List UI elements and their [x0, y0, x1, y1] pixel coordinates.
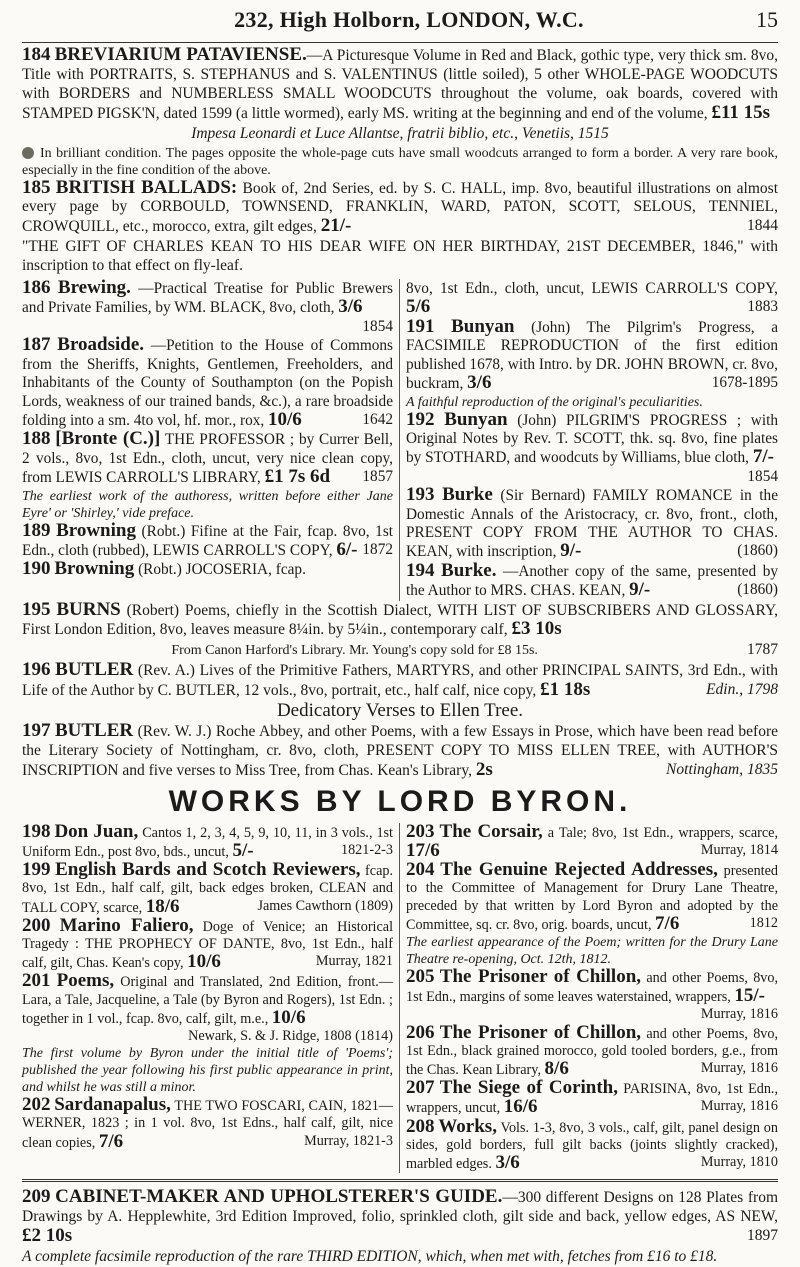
- entry-195: 195 BURNS (Robert) Poems, chiefly in the Scottish Dialect, WITH LIST OF SUBSCRIBERS AND GLOSSARY, First London Edition, 8vo, leaves measure 8¼in. by 5¼in., contemporary calf, £3 10s: [22, 598, 779, 640]
- entry-price: 5/6: [406, 296, 431, 318]
- entry-price: 3/6: [338, 296, 363, 318]
- entry-year: Murray, 1816: [700, 1059, 778, 1076]
- entry-year: Newark, S. & J. Ridge, 1808 (1814): [188, 1027, 393, 1044]
- entry-no: 198: [22, 820, 51, 842]
- entry-title: The Genuine Rejected Addresses,: [440, 859, 718, 881]
- catalogue-entry: [406, 965, 779, 1024]
- entry-text: Vols. 1-3, 8vo, 3 vols., calf, gilt, panel design on sides, gold borders, full gilt backs (joints slightly cracked), marbled edges.: [406, 1119, 778, 1172]
- entry-184-note: In brilliant condition. The pages opposite the whole-page cuts have small woodcuts arranged to form a border. A very rare book, especially in the fine condition of the above.: [22, 145, 778, 178]
- entry-209-note: A complete facsimile reproduction of the rare THIRD EDITION, which, when met with, fetches from £16 to £18.: [22, 1247, 718, 1265]
- entry-year: Murray, 1816: [700, 1098, 778, 1115]
- entry-year: (1860): [737, 542, 778, 560]
- entry-price: 10/6: [268, 408, 302, 430]
- entry-no: 205: [406, 965, 435, 987]
- entry-no: 186: [22, 277, 51, 299]
- entry-title: Brewing.: [57, 277, 131, 299]
- entry-title: Works,: [438, 1115, 497, 1137]
- entry-no: 193: [406, 484, 435, 506]
- entry-year: Murray, 1821: [315, 953, 393, 970]
- entry-title: The Siege of Corinth,: [439, 1077, 618, 1099]
- entry-text: THE PROFESSOR ; by Currer Bell, 2 vols., 8vo, 1st Edn., cloth, uncut, very nice clean copy, from LEWIS CARROLL'S LIBRARY,: [22, 431, 393, 487]
- entry-text: —Practical Treatise for Public Brewers and Private Families, by WM. BLACK, 8vo, cloth,: [22, 280, 393, 317]
- catalogue-entry: [406, 559, 779, 601]
- entry-209: 209 CABINET-MAKER AND UPHOLSTERER'S GUIDE.—300 different Designs on 128 Plates from Drawings by A. Hepplewhite, 3rd Edition Improved, folio, sprinkled cloth, gilt side and back, yellow edges, AS NEW, £2 10s 1897: [22, 1186, 778, 1246]
- page-header: [22, 6, 778, 34]
- catalogue-entry: [22, 972, 393, 1045]
- entry-text: Original and Translated, 2nd Edition, front.—Lara, a Tale, Jacqueline, a Tale (by Byron and Rogers), 1st Edn. ; together in 1 vol., fcap. 8vo, calf, gilt, m.e.,: [22, 974, 394, 1027]
- catalogue-entry: [22, 861, 393, 917]
- entry-title: Browning: [56, 519, 136, 541]
- entry-184: 184 BREVIARIUM PATAVIENSE.—A Picturesque Volume in Red and Black, gothic type, very thick sm. 8vo, Title with PORTRAITS, S. STEPHANUS and S. VALENTINUS (little soiled), 5 other WHOLE-PAGE WOODCUTS with BORDERS and NUMBERLESS SMALL WOODCUTS throughout the volume, oak boards, covered with STAMPED PIGSK'N, dated 1599 (a little wormed), early MS. writing at the beginning and end of the volume, £11 15s: [22, 44, 779, 123]
- entry-no: 207: [406, 1077, 435, 1099]
- entry-title: The Corsair,: [439, 820, 543, 842]
- entry-year: 1642: [362, 410, 393, 428]
- entry-text: Doge of Venice; an Historical Tragedy : THE PROPHECY OF DANTE, 8vo, 1st Edn., half calf, gilt, Chas. Kean's copy,: [22, 918, 394, 972]
- entry-price: 9/-: [629, 579, 651, 601]
- entry-year: (1860): [737, 581, 778, 599]
- entry-year: Murray, 1814: [700, 841, 778, 858]
- entry-no: 187: [22, 334, 51, 356]
- catalogue-entry: [406, 486, 778, 562]
- catalogue-entry: [22, 336, 393, 430]
- entry-price: 9/-: [560, 540, 582, 562]
- catalogue-entry: [22, 560, 393, 579]
- entry-title: Broadside.: [57, 334, 145, 356]
- byron-section-heading: WORKS BY LORD BYRON.: [168, 784, 632, 818]
- page-number: 15: [755, 7, 778, 32]
- entry-year: 1812: [749, 914, 778, 931]
- entry-text: presented to the Committee of Management for Drury Lane Theatre, preceded by that written by Lord Byron and adopted by the Committee, sq. cr. 8vo, orig. boards, uncut,: [406, 863, 779, 933]
- entry-title: Sardanapalus,: [54, 1094, 171, 1116]
- entry-price: 7/-: [752, 446, 774, 468]
- entry-title: [Bronte (C.)]: [55, 428, 161, 450]
- columns-186-194: [22, 279, 778, 601]
- entry-title: Don Juan,: [54, 820, 139, 842]
- catalogue-entry: [22, 430, 393, 487]
- right-column: [400, 279, 778, 601]
- entry-text: and other Poems, 8vo, 1st Edn., black grained morocco, gold tooled borders, g.e., from the Chas. Kean Library,: [406, 1025, 779, 1078]
- entry-195-note: From Canon Harford's Library. Mr. Young's copy sold for £8 15s. 1787: [171, 641, 778, 659]
- entry-title: Marino Faliero,: [59, 914, 194, 936]
- entry-text: —Petition to the House of Commons from the Sheriffs, Knights, Gentlemen, Freeholders, and Inhabitants of the County of Southampton (on the Popish Lords, weakness of our trained bands, &c.), a rare broadside folding into a sm. 4to vol, hf. mor., rox,: [22, 337, 394, 429]
- entry-year: 1821-2-3: [340, 841, 393, 858]
- entry-no: 191: [406, 315, 435, 337]
- entry-no: 202: [22, 1094, 51, 1116]
- entry-year: Murray, 1821-3: [304, 1132, 393, 1149]
- entry-text: PARISINA, 8vo, 1st Edn., wrappers, uncut,: [406, 1081, 779, 1117]
- catalogue-entry: [22, 279, 393, 336]
- entry-price: 18/6: [145, 895, 180, 917]
- entry-185: 185 BRITISH BALLADS: Book of, 2nd Series, ed. by S. C. HALL, imp. 8vo, beautiful illustrations on almost every page by CORBOULD, TOWNSEND, FRANKLIN, WARD, PATON, SCOTT, SELOUS, TENNIEL, CROWQUILL, etc., morocco, extra, gilt edges, 21/- 1844: [22, 176, 779, 237]
- entry-price: 10/6: [271, 1006, 306, 1028]
- entry-price: 5/-: [232, 839, 254, 861]
- catalogue-entry: [406, 1079, 778, 1117]
- catalogue-entry: [406, 820, 778, 861]
- entry-title: Browning: [54, 558, 135, 580]
- entry-text: THE TWO FOSCARI, CAIN, 1821— WERNER, 1823 ; in 1 vol. 8vo, 1st Edns., half calf, gilt, nice clean copies,: [22, 1098, 393, 1151]
- entry-196: 196 BUTLER (Rev. A.) Lives of the Primitive Fathers, MARTYRS, and other PRINCIPAL SAINTS, 3rd Edn., with Life of the Author by C. BUTLER, 12 vols., 8vo, portrait, etc., half calf, nice copy, £1 18s Edin., 1798: [22, 659, 778, 701]
- entry-price: 7/6: [98, 1130, 124, 1152]
- entry-price: 16/6: [503, 1096, 538, 1118]
- bullet-mark-icon: [22, 147, 34, 159]
- entry-text: 8vo, 1st Edn., cloth, uncut, LEWIS CARROLL'S COPY,: [406, 280, 778, 298]
- catalogue-entry: [406, 1115, 778, 1174]
- entry-text: fcap. 8vo, 1st Edn., half calf, gilt, back edges broken, CLEAN and TALL COPY, scarce,: [22, 863, 394, 916]
- entry-no: 189: [22, 519, 51, 541]
- entry-price: 7/6: [655, 912, 680, 934]
- entry-no: 194: [406, 559, 435, 581]
- entry-text: (Sir Bernard) FAMILY ROMANCE in the Domestic Annals of the Aristocracy, cr. 8vo, front., cloth, PRESENT COPY FROM THE AUTHOR TO CHAS. KEAN, with inscription,: [406, 487, 778, 561]
- entry-note: The earliest work of the authoress, written before either Jane Eyre' or 'Shirley,' vide preface.: [22, 488, 393, 521]
- entry-title: The Prisoner of Chillon,: [439, 965, 642, 987]
- entry-year: James Cawthorn (1809): [257, 897, 393, 914]
- entry-year: 1854: [747, 467, 778, 485]
- catalogue-entry: [22, 1096, 393, 1152]
- entry-title: Bunyan: [444, 408, 508, 430]
- entry-no: 188: [22, 428, 51, 450]
- entry-no: 206: [406, 1021, 435, 1043]
- entry-no: 201: [22, 970, 51, 992]
- entry-185-inscription: "THE GIFT OF CHARLES KEAN TO HIS DEAR WIFE ON HER BIRTHDAY, 21ST DECEMBER, 1846," with inscription to that effect on fly-leaf.: [22, 238, 778, 275]
- entry-text: and other Poems, 8vo, 1st Edn., margins of some leaves waterstained, wrappers,: [406, 969, 779, 1006]
- entry-title: Bunyan: [451, 315, 515, 337]
- entry-no: 203: [406, 820, 435, 842]
- entry-year: 1678-1895: [711, 374, 778, 392]
- entry-note: The first volume by Byron under the initial title of 'Poems'; published the year following his first public appearance in print, and whilst he was still a minor.: [22, 1046, 393, 1096]
- entry-price: 3/6: [467, 372, 492, 394]
- catalogue-entry: [406, 408, 779, 487]
- catalogue-entry: [406, 1021, 779, 1080]
- byron-columns: [22, 820, 779, 1173]
- catalogue-entry: [22, 820, 394, 861]
- entry-text: (John) PILGRIM'S PROGRESS ; with Original Notes by Rev. T. SCOTT, thk. sq. 8vo, fine plates by STOTHARD, and woodcuts by Williams, blue cloth,: [406, 411, 779, 467]
- entry-no: 200: [22, 914, 51, 936]
- entry-year: 1854: [362, 317, 393, 335]
- entry-price: 17/6: [406, 839, 440, 861]
- entry-note: The earliest appearance of the Poem; written for the Drury Lane Theatre re-opening, Oct. 12th, 1812.: [406, 934, 778, 967]
- entry-184-imprint: Impesa Leonardi et Luce Allantse, fratrii biblio, etc., Venetiis, 1515: [191, 124, 609, 142]
- entry-price: £1 7s 6d: [264, 466, 331, 488]
- catalogue-entry: [406, 861, 778, 934]
- byron-right-column: [400, 820, 779, 1173]
- entry-no: 192: [406, 408, 435, 430]
- byron-left-column: [22, 820, 400, 1173]
- entry-price: 6/-: [336, 538, 358, 560]
- entry-text: (Robt.) Fifine at the Fair, fcap. 8vo, 1st Edn., cloth (rubbed), LEWIS CARROLL'S COPY,: [22, 522, 394, 559]
- left-column: [22, 279, 400, 601]
- entry-text: Cantos 1, 2, 3, 4, 5, 9, 10, 11, in 3 vols., 1st Uniform Edn., post 8vo, bds., uncut,: [22, 824, 394, 860]
- entry-no: 199: [22, 859, 51, 881]
- dedicatory-heading: Dedicatory Verses to Ellen Tree.: [276, 700, 524, 722]
- catalogue-entry: [406, 315, 778, 394]
- entry-text: a Tale; 8vo, 1st Edn., wrappers, scarce,: [547, 824, 778, 841]
- entry-title: Burke: [442, 484, 493, 506]
- catalogue-entry: [22, 519, 394, 561]
- entry-title: The Prisoner of Chillon,: [439, 1021, 642, 1043]
- entry-year: 1857: [362, 468, 393, 486]
- entry-price: 8/6: [544, 1057, 569, 1079]
- entry-text: —Another copy of the same, presented by the Author to MRS. CHAS. KEAN,: [406, 562, 779, 600]
- entry-year: Murray, 1810: [700, 1153, 778, 1170]
- entry-year: Murray, 1816: [700, 1006, 778, 1023]
- header-rule: [22, 42, 778, 43]
- entry-price: 3/6: [495, 1151, 520, 1173]
- catalogue-entry: [22, 914, 394, 973]
- entry-title: Poems,: [56, 970, 115, 992]
- bookseller-address: 232, High Holborn, LONDON, W.C.: [234, 7, 584, 32]
- entry-title: Burke.: [441, 559, 497, 581]
- entry-text: (Robt.) JOCOSERIA, fcap.: [138, 561, 306, 579]
- entry-price: 15/-: [734, 985, 765, 1007]
- entry-year: 1883: [747, 298, 778, 316]
- entry-title: English Bards and Scotch Reviewers,: [55, 859, 361, 881]
- entry-no: 204: [406, 859, 435, 881]
- entry-no: 190: [22, 558, 51, 580]
- entry-year: 1872: [362, 540, 393, 558]
- section-rule: [22, 1179, 778, 1182]
- entry-price: 10/6: [187, 951, 221, 973]
- catalogue-entry: [406, 279, 778, 318]
- entry-note: A faithful reproduction of the original's peculiarities.: [406, 394, 703, 410]
- entry-text: (John) The Pilgrim's Progress, a FACSIMILE REPRODUCTION of the first edition published 1678, with Intro. by DR. JOHN BROWN, cr. 8vo, buckram,: [406, 318, 778, 393]
- entry-no: 208: [406, 1115, 435, 1137]
- entry-197: 197 BUTLER (Rev. W. J.) Roche Abbey, and other Poems, with a few Essays in Prose, which have been read before the Literary Society of Nottingham, cr. 8vo, cloth, PRESENT COPY TO MISS ELLEN TREE, with AUTHOR'S INSCRIPTION and five verses to Miss Tree, from Chas. Kean's Library, 2s Nottingham, 1835: [22, 720, 779, 780]
